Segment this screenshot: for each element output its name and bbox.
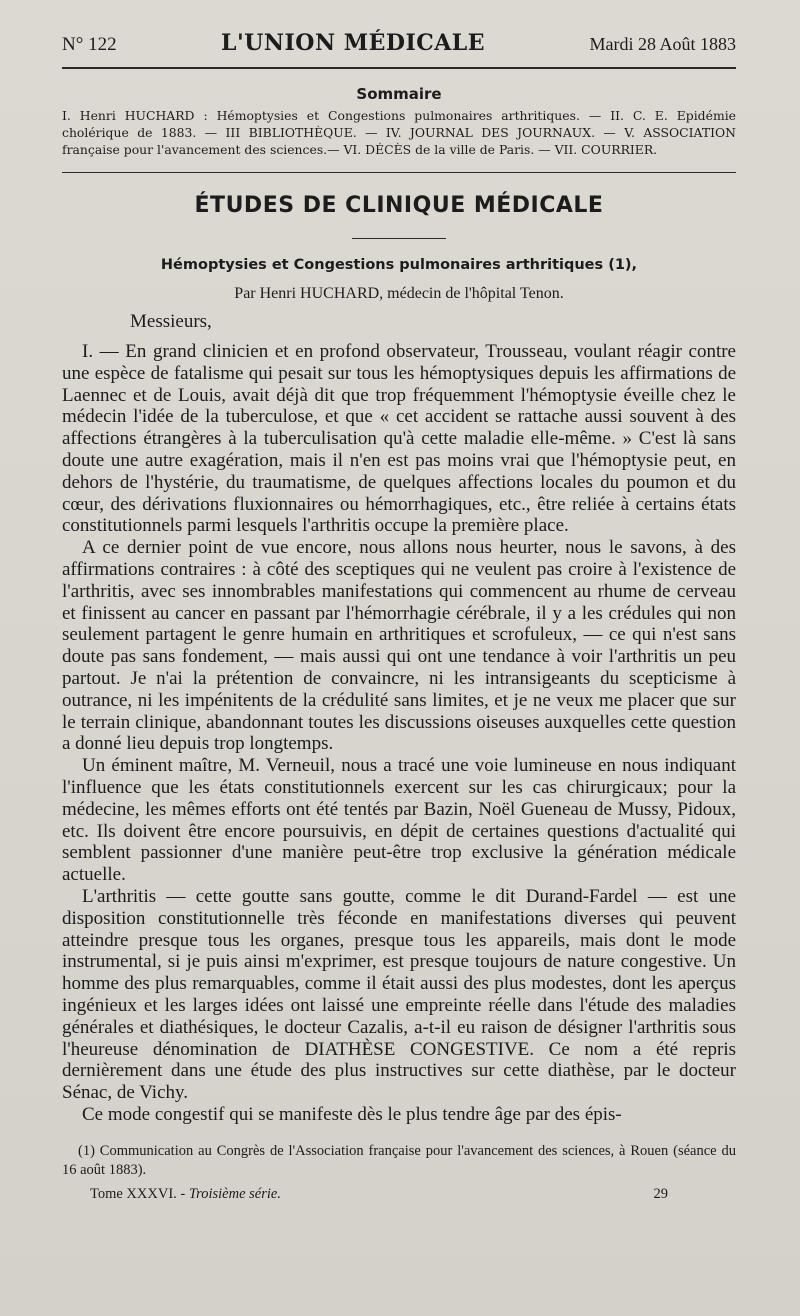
paragraph: I. — En grand clinicien et en profond observateur, Trousseau, voulant réagir contre une espèce de fatalisme qui pesait sur tous les hémoptysiques depuis les affirmations de Laennec et de Louis, avait déjà dit que trop fréquemment l'hémoptysie éveille chez le médecin l'idée de la tuberculose, et que « cet accident se rattache aussi souvent à des affections étrangères à la tuberculisation qu'à cette maladie elle-même. » C'est là sans doute une autre exagération, mais il n'en est pas moins vrai que l'hémoptysie peut, en dehors de l'hystérie, du traumatisme, de quelques affections locales du poumon et du cœur, des dérivations fluxionnaires ou hémorrhagiques, etc., être reliée à certains états constitutionnels parmi lesquels l'arthritis occupe la première place. — [62, 341, 736, 537]
article-author: Par Henri HUCHARD, médecin de l'hôpital Tenon. — [234, 285, 564, 302]
paragraph: L'arthritis — cette goutte sans goutte, comme le dit Durand-Fardel — est une disposition constitutionnelle très féconde en manifestations diverses qui peuvent atteindre presque tous les organes, presque tous les appareils, mais dont le mode instrumental, si je puis ainsi m'exprimer, est presque toujours de nature congestive. Un homme des plus remarquables, comme il était aussi des plus modestes, dont les aperçus ingénieux et les larges idées ont laissé une empreinte réelle dans l'étude des maladies générales et diathésiques, le docteur Cazalis, a-t-il eu raison de désigner l'arthritis sous l'heureuse dénomination de DIATHÈSE CONGESTIVE. Ce nom a été repris dernièrement dans une étude des plus instructives sur cette diathèse, par le docteur Sénac, de Vichy. — [62, 885, 736, 1104]
salutation: Messieurs, — [130, 311, 212, 332]
section-rule — [352, 238, 446, 239]
footer-volume-group — [90, 1186, 281, 1203]
page-footer — [62, 1186, 736, 1203]
sommaire-rule — [62, 172, 736, 173]
sommaire-text: I. Henri HUCHARD : Hémoptysies et Congestions pulmonaires arthritiques. — II. C. E. Epidémie cholérique de 1883. — III BIBLIOTHÈQUE. — IV. JOURNAL DES JOURNAUX. — V. ASSOCIATION française pour l'avancement des sciences.— VI. DÉCÈS de la ville de Paris. — VII. COURRIER. — [62, 108, 736, 157]
sommaire-title: Sommaire — [356, 85, 442, 103]
footer-series: Troisième série. — [188, 1185, 281, 1202]
paragraph: Un éminent maître, M. Verneuil, nous a tracé une voie lumineuse en nous indiquant l'influence que les états constitutionnels exercent sur les cas chirurgicaux; pour la médecine, les mêmes efforts ont été tentés par Bazin, Noël Gueneau de Mussy, Pidoux, etc. Ils doivent être encore poursuivis, en dépit de certaines questions d'actualité qui semblent passionner d'une manière peut-être trop exclusive la génération médicale actuelle. — [62, 755, 736, 886]
issue-number: N° 122 — [62, 34, 117, 55]
article-title: Hémoptysies et Congestions pulmonaires arthritiques (1), — [160, 257, 638, 273]
journal-title: L'UNION MÉDICALE — [221, 30, 486, 56]
footer-volume: Tome XXXVI. - — [90, 1185, 186, 1202]
issue-date: Mardi 28 Août 1883 — [589, 34, 736, 54]
section-title: ÉTUDES DE CLINIQUE MÉDICALE — [194, 193, 604, 218]
header-rule — [62, 67, 736, 69]
footnote: (1) Communication au Congrès de l'Association française pour l'avancement des sciences, à Rouen (séance du 16 août 1883). — [62, 1142, 736, 1178]
paragraph: Ce mode congestif qui se manifeste dès le plus tendre âge par des épis- — [82, 1103, 622, 1125]
article-body — [62, 341, 736, 1126]
page-number: 29 — [653, 1185, 668, 1202]
running-header — [62, 30, 736, 64]
paragraph: A ce dernier point de vue encore, nous allons nous heurter, nous le savons, à des affirmations contraires : à côté des sceptiques qui ne veulent pas croire à l'existence de l'arthritis, avec ses innombrables manifestations qui commencent au rhume de cerveau et finissent au cancer en passant par l'hémorrhagie cérébrale, il y a les crédules qui non seulement partagent le genre humain en arthritiques et scrofuleux, — ce qui n'est sans doute pas sans fondement, — mais aussi qui ont une tendance à voir l'arthritis un peu partout. Je n'ai la prétention de convaincre, ni les intransigeants du scepticisme à outrance, ni les impénitents de la crédulité sans limites, et je ne veux me placer que sur le terrain clinique, abandonnant toutes les discussions oiseuses auxquelles cette question a donné lieu depuis trop longtemps. — [62, 537, 736, 755]
